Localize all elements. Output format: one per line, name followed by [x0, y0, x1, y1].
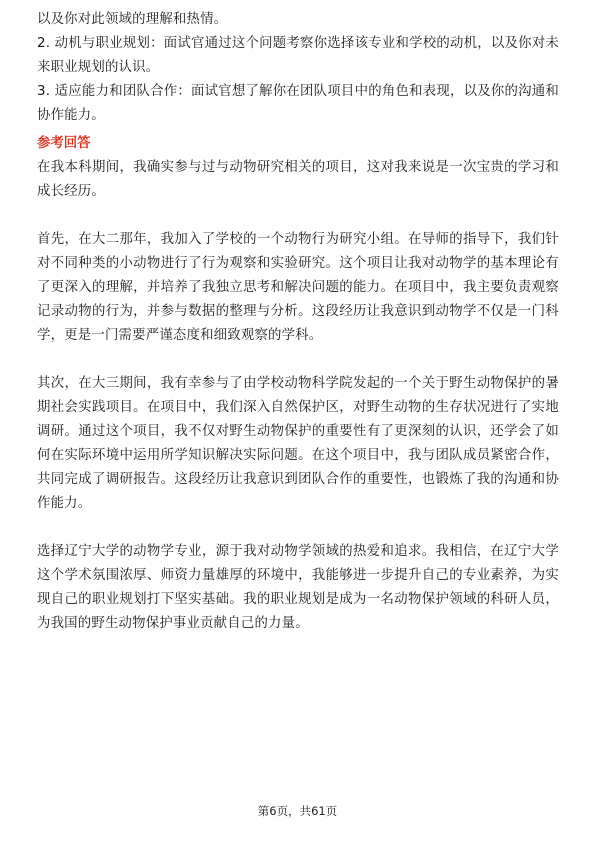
answer-heading: 参考回答	[37, 136, 91, 151]
page-content	[37, 8, 559, 660]
answer-paragraph-4: 选择辽宁大学的动物学专业，源于我对动物学领域的热爱和追求。我相信，在辽宁大学这个学术氛围浓厚、师资力量雄厚的环境中，我能够进一步提升自己的专业素养，为实现自己的职业规划打下坚实基础。我的职业规划是成为一名动物保护领域的科研人员，为我国的野生动物保护事业贡献自己的力量。	[37, 544, 559, 631]
question-notes	[37, 8, 559, 128]
intro-line-1: 以及你对此领域的理解和热情。	[37, 12, 228, 27]
intro-item-2: 2. 动机与职业规划：面试官通过这个问题考察你选择该专业和学校的动机，以及你对未来职业规划的认识。	[37, 36, 559, 75]
answer-paragraph-2: 首先，在大二那年，我加入了学校的一个动物行为研究小组。在导师的指导下，我们针对不同种类的小动物进行了行为观察和实验研究。这个项目让我对动物学的基本理论有了更深入的理解，并培养了我独立思考和解决问题的能力。在项目中，我主要负责观察记录动物的行为，并参与数据的整理与分析。这段经历让我意识到动物学不仅是一门科学，更是一门需要严谨态度和细致观察的学科。	[37, 232, 559, 343]
page-number: 第6页，共61页	[257, 804, 338, 818]
answer-paragraph-1: 在我本科期间，我确实参与过与动物研究相关的项目，这对我来说是一次宝贵的学习和成长经历。	[37, 160, 559, 199]
answer-paragraph-3: 其次，在大三期间，我有幸参与了由学校动物科学院发起的一个关于野生动物保护的暑期社会实践项目。在项目中，我们深入自然保护区，对野生动物的生存状况进行了实地调研。通过这个项目，我不仅对野生动物保护的重要性有了更深刻的认识，还学会了如何在实际环境中运用所学知识解决实际问题。在这个项目中，我与团队成员紧密合作，共同完成了调研报告。这段经历让我意识到团队合作的重要性，也锻炼了我的沟通和协作能力。	[37, 376, 559, 511]
intro-item-3: 3. 适应能力和团队合作：面试官想了解你在团队项目中的角色和表现，以及你的沟通和协作能力。	[37, 84, 559, 123]
